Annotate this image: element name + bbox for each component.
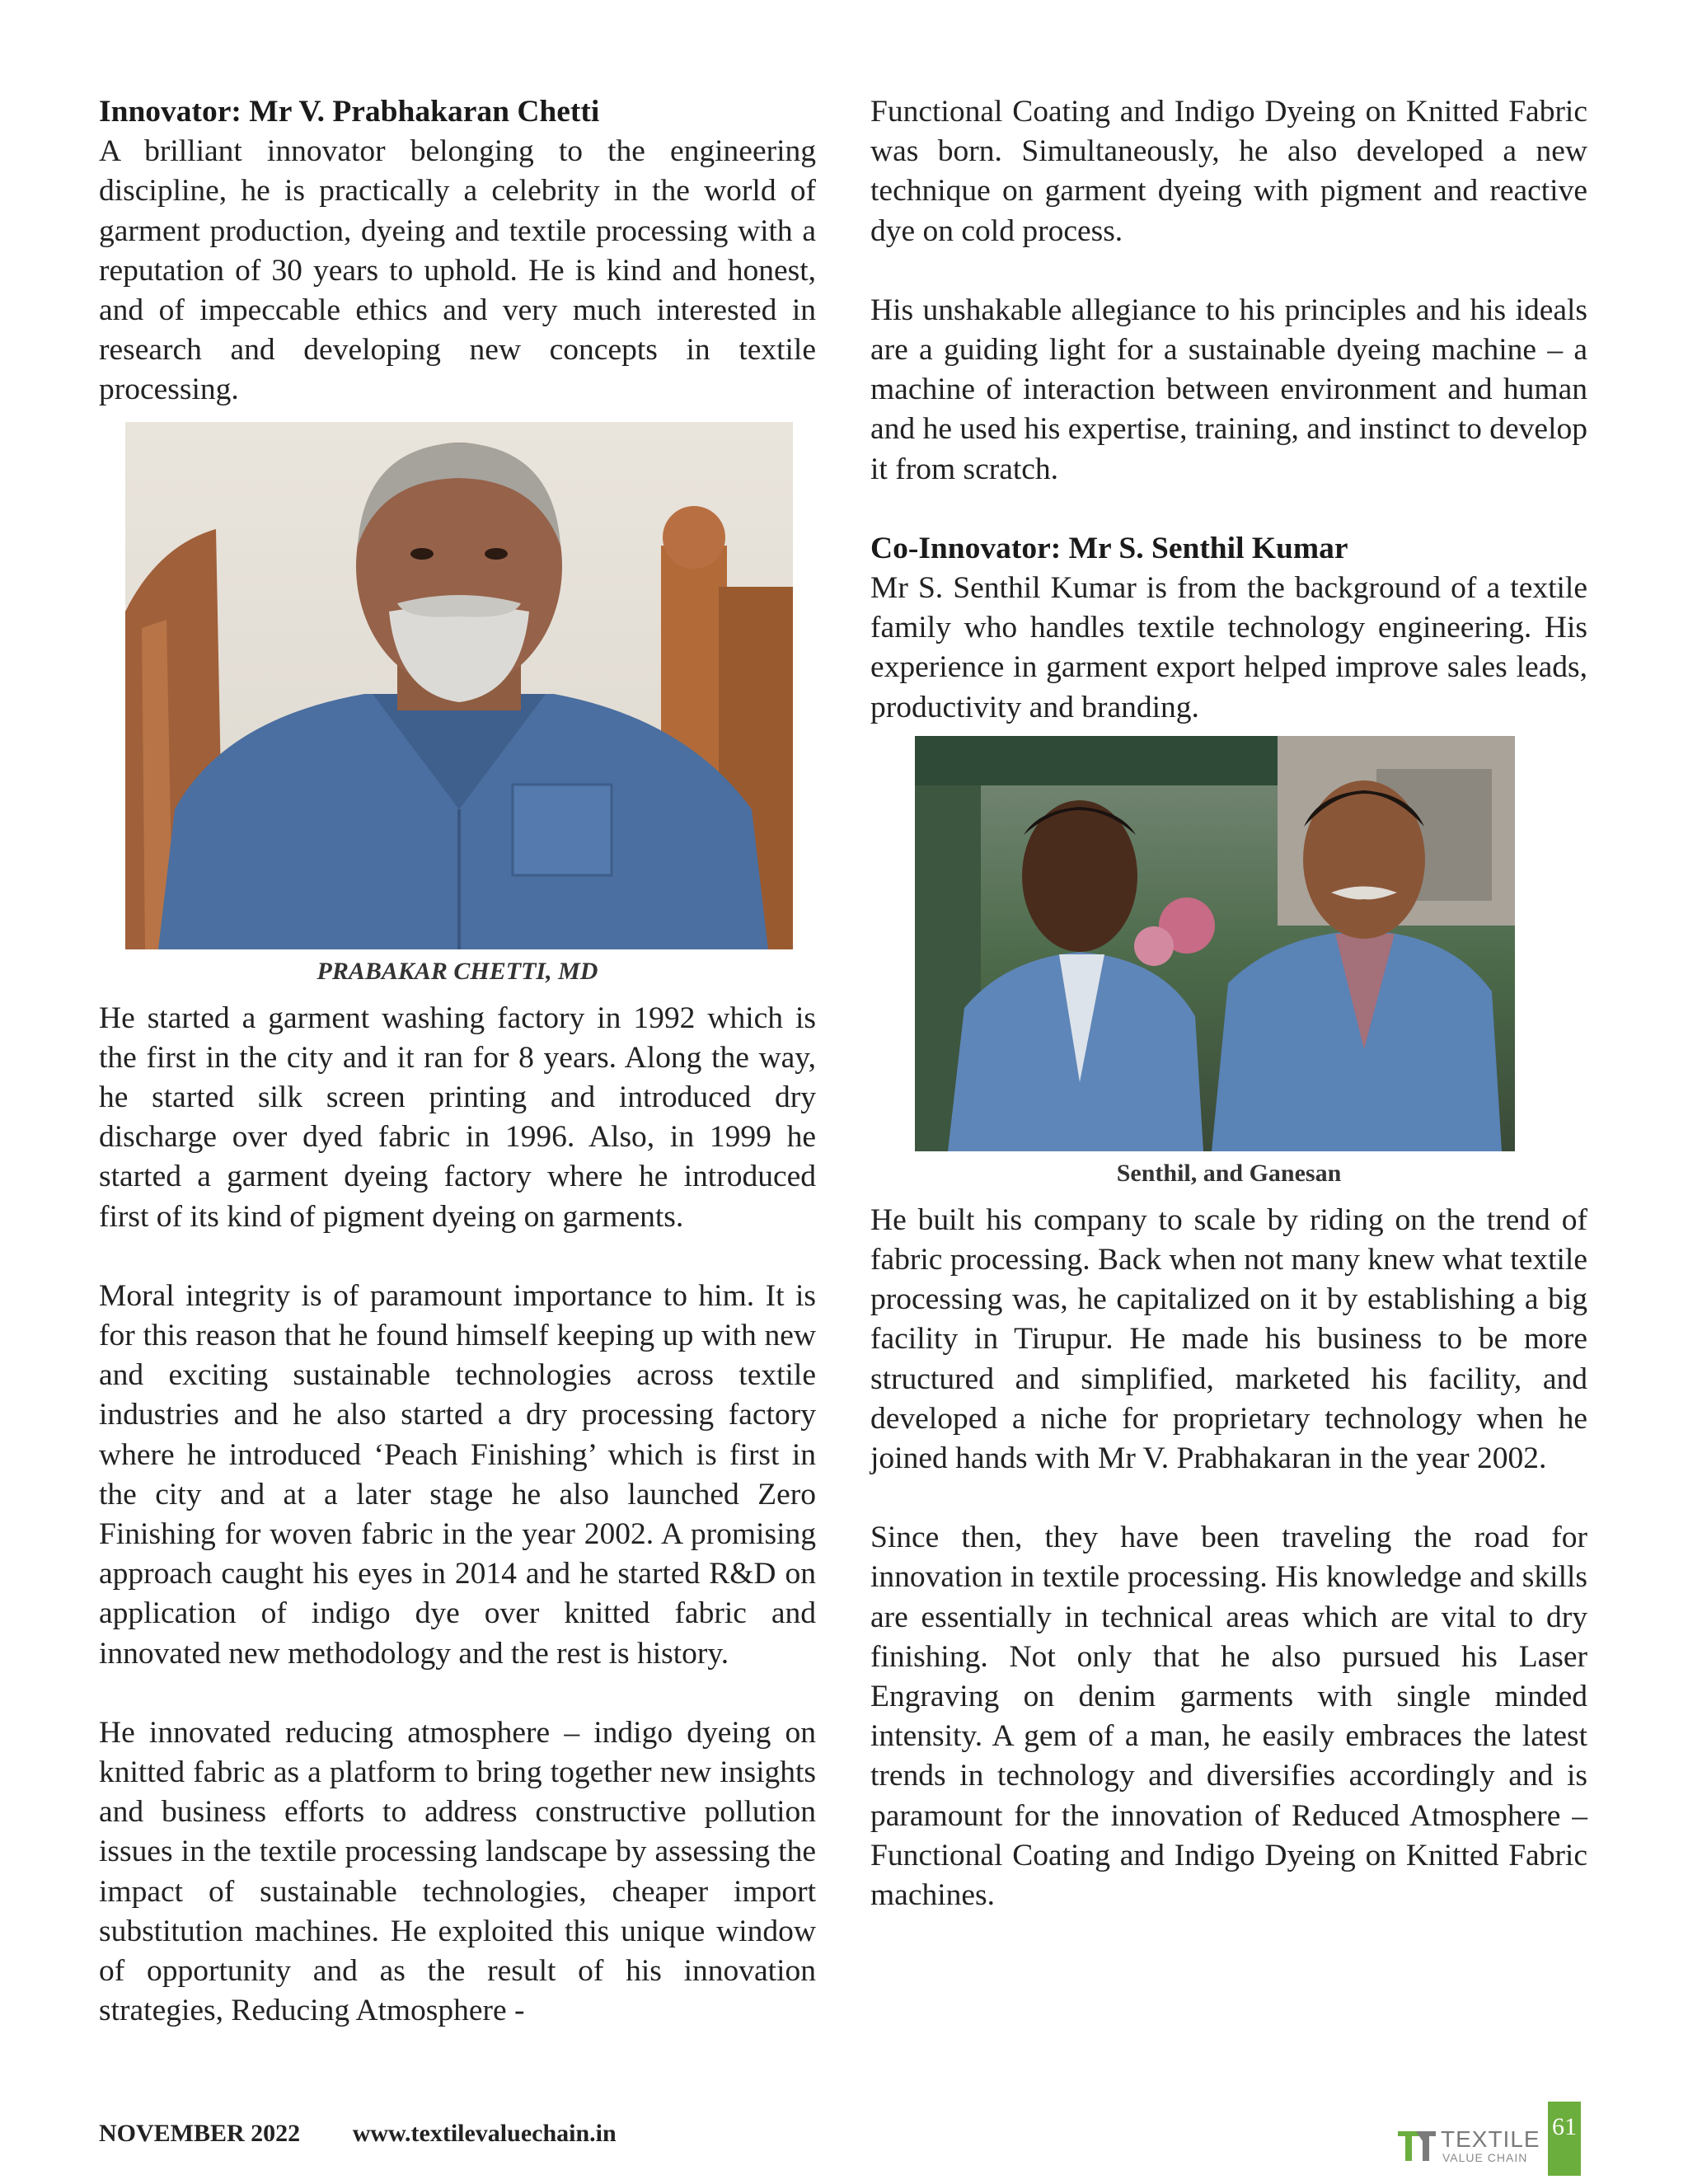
right-paragraph-2: His unshakable allegiance to his principles and his ideals are a guiding light for a sustainable dyeing machine – a machine of interaction between environment and human and he used his expertise, training, and instinct to develop it from scratch. <box>870 293 1587 486</box>
group-photo-illustration <box>915 736 1515 1151</box>
portrait-illustration <box>125 422 793 949</box>
innovator-intro: A brilliant innovator belonging to the engineering discipline, he is practically a celebrity in the world of garment production, dyeing and textile processing with a reputation of 30 years to uphold. He is kind and honest, and of impeccable ethics and very much interested in research and developing new concepts in textile processing. <box>99 134 816 407</box>
right-paragraph-1: Functional Coating and Indigo Dyeing on Knitted Fabric was born. Simultaneously, he also developed a new technique on garment dyeing with pigment and reactive dye on cold process. <box>870 95 1587 248</box>
senthil-ganesan-photo <box>915 736 1515 1151</box>
right-paragraph-5: Since then, they have been traveling the road for innovation in textile processing. His knowledge and skills are essentially in technical areas which are vital to dry finishing. Not only that he also pursued his Laser Engraving on denim garments with single minded intensity. A gem of a man, he easily embraces the latest trends in technology and diversifies accordingly and is paramount for the innovation of Reduced Atmosphere – Functional Coating and Indigo Dyeing on Knitted Fabric machines. <box>870 1521 1587 1913</box>
page-footer <box>99 2120 663 2148</box>
logo-word-value-chain: VALUE CHAIN <box>1442 2151 1528 2164</box>
right-column <box>870 92 1587 1915</box>
website-link[interactable]: www.textilevaluechain.in <box>352 2120 617 2147</box>
innovator-heading: Innovator: Mr V. Prabhakaran Chetti <box>99 95 600 129</box>
left-paragraph-3: He innovated reducing atmosphere – indigo dyeing on knitted fabric as a platform to bring together new insights and business efforts to address constructive pollution issues in the textile processing landscape by assessing the impact of sustainable technologies, cheaper import substitution machines. He exploited this unique window of opportunity and as the result of his innovation strategies, Reducing Atmosphere - <box>99 1715 816 2028</box>
logo-word-textile: TEXTILE <box>1441 2126 1540 2152</box>
left-paragraph-2: Moral integrity is of paramount importance to him. It is for this reason that he found himself keeping up with new and exciting sustainable technologies across textile industries and he also started a dry processing factory where he introduced ‘Peach Finishing’ which is first in the city and at a later stage he also launched Zero Finishing for woven fabric in the year 2002. A promising approach caught his eyes in 2014 and he started R&D on application of indigo dye over knitted fabric and innovated new methodology and the rest is history. <box>99 1278 816 1671</box>
senthil-photo-caption: Senthil, and Ganesan <box>1116 1159 1342 1187</box>
left-paragraph-1: He started a garment washing factory in 1992 which is the first in the city and it ran for 8 years. Along the way, he started silk screen printing and introduced dry discharge over dyed fabric in 1996. Also, in 1999 he started a garment dyeing factory where he introduced first of its kind of pigment dyeing on garments. <box>99 1001 816 1234</box>
right-paragraph-3: Mr S. Senthil Kumar is from the background of a textile family who handles textile technology engineering. His experience in garment export helped improve sales leads, productivity and branding. <box>870 571 1587 724</box>
co-innovator-heading: Co-Innovator: Mr S. Senthil Kumar <box>870 531 1348 565</box>
issue-date: NOVEMBER 2022 <box>99 2120 301 2147</box>
prabakar-photo-caption: PRABAKAR CHETTI, MD <box>316 957 598 985</box>
textile-value-chain-logo <box>1395 2113 1584 2171</box>
right-paragraph-4: He built his company to scale by riding on the trend of fabric processing. Back when not many knew what textile processing was, he capitalized on it by establishing a big facility in Tirupur. He made his business to be more structured and simplified, marketed his facility, and developed a niche for proprietary technology when he joined hands with Mr V. Prabhakaran in the year 2002. <box>870 1202 1587 1476</box>
prabakar-photo <box>125 422 793 949</box>
page-number: 61 <box>1548 2102 1581 2176</box>
left-column <box>99 92 816 2032</box>
